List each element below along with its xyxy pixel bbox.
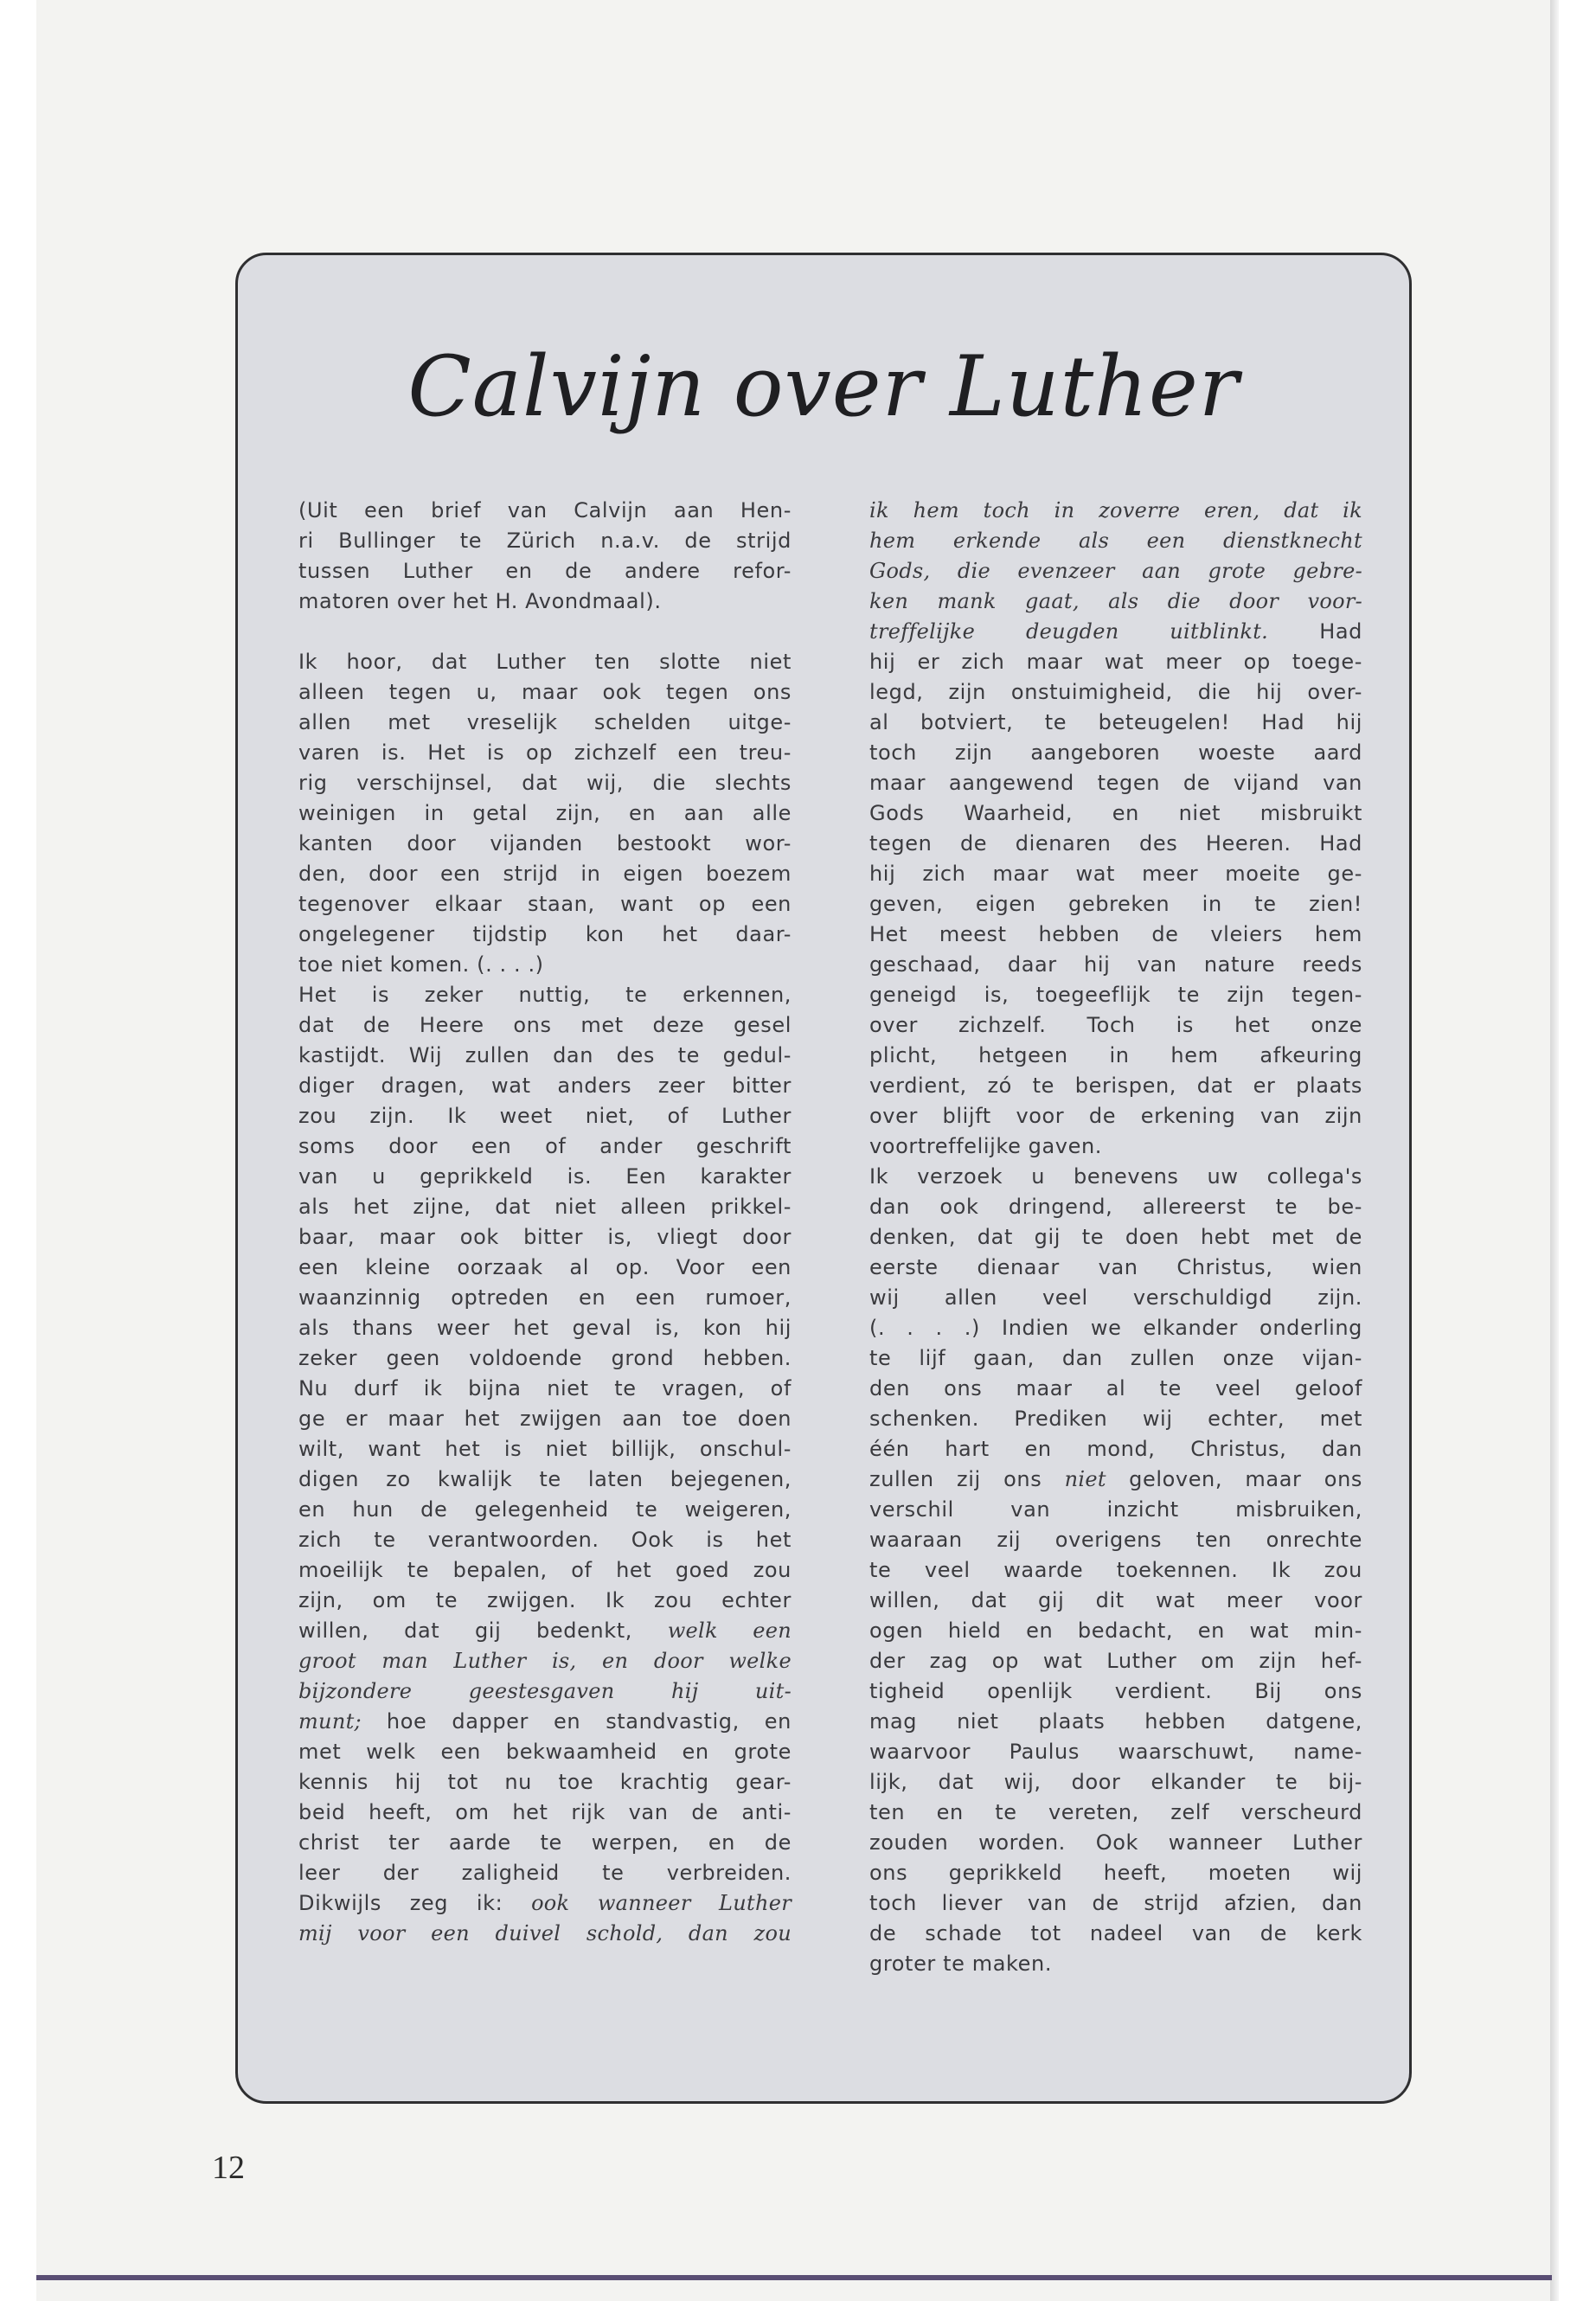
text-line: de schade tot nadeel van de kerk xyxy=(869,1921,1362,1945)
text-line: over zichzelf. Toch is het onze xyxy=(869,1013,1362,1037)
italic-quote: mij voor een duivel schold, dan zou xyxy=(298,1921,792,1945)
text-line: willen, dat gij dit wat meer voor xyxy=(869,1588,1362,1612)
text-line: tegenover elkaar staan, want op een xyxy=(298,892,792,916)
text-line: zouden worden. Ook wanneer Luther xyxy=(869,1830,1362,1855)
text-line: kastijdt. Wij zullen dan des te gedul- xyxy=(298,1043,792,1067)
text-line: toch zijn aangeboren woeste aard xyxy=(869,740,1362,765)
text-line: al botviert, te beteugelen! Had hij xyxy=(869,710,1362,734)
text-line: den, door een strijd in eigen boezem xyxy=(298,862,792,886)
text-line: moeilijk te bepalen, of het goed zou xyxy=(298,1558,792,1582)
text-line: varen is. Het is op zichzelf een treu- xyxy=(298,740,792,765)
text-line: tigheid openlijk verdient. Bij ons xyxy=(869,1679,1362,1703)
text-line: te veel waarde toekennen. Ik zou xyxy=(869,1558,1362,1582)
text-line: beid heeft, om het rijk van de anti- xyxy=(298,1800,792,1824)
text-line xyxy=(298,1676,792,1707)
text-line: legd, zijn onstuimigheid, die hij over- xyxy=(869,680,1362,704)
text-line: tegen de dienaren des Heeren. Had xyxy=(869,831,1362,856)
text-line: eerste dienaar van Christus, wien xyxy=(869,1255,1362,1279)
italic-quote: ken mank gaat, als die door voor- xyxy=(869,589,1362,613)
text-segment: Dikwijls zeg ik: xyxy=(298,1891,532,1915)
text-line: schenken. Prediken wij echter, met xyxy=(869,1407,1362,1431)
italic-quote: niet xyxy=(1064,1467,1106,1491)
text-line: verdient, zó te berispen, dat er plaats xyxy=(869,1074,1362,1098)
text-line: waarvoor Paulus waarschuwt, name- xyxy=(869,1740,1362,1764)
italic-quote: hem erkende als een dienstknecht xyxy=(869,529,1362,553)
text-line: plicht, hetgeen in hem afkeuring xyxy=(869,1043,1362,1067)
text-line xyxy=(298,1616,792,1646)
text-line: ten en te vereten, zelf verscheurd xyxy=(869,1800,1362,1824)
text-line: ogen hield en bedacht, en wat min- xyxy=(869,1618,1362,1643)
text-line: (Uit een brief van Calvijn aan Hen- xyxy=(298,498,792,522)
text-line: Ik verzoek u benevens uw collega's xyxy=(869,1164,1362,1189)
text-line: zich te verantwoorden. Ook is het xyxy=(298,1528,792,1552)
text-line xyxy=(869,1465,1362,1495)
text-line: wij allen veel verschuldigd zijn. xyxy=(869,1285,1362,1310)
text-line: baar, maar ook bitter is, vliegt door xyxy=(298,1225,792,1249)
article-title: Calvijn over Luther xyxy=(407,338,1240,435)
text-line: dan ook dringend, allereerst te be- xyxy=(869,1195,1362,1219)
italic-quote: bijzondere geestesgaven hij uit- xyxy=(298,1679,792,1703)
text-line: als het zijne, dat niet alleen prikkel- xyxy=(298,1195,792,1219)
bottom-rule xyxy=(36,2275,1552,2280)
text-segment: hoe dapper en standvastig, en xyxy=(361,1709,792,1734)
text-line: als thans weer het geval is, kon hij xyxy=(298,1316,792,1340)
text-line: leer der zaligheid te verbreiden. xyxy=(298,1861,792,1885)
text-line xyxy=(869,617,1362,647)
text-line: ge er maar het zwijgen aan toe doen xyxy=(298,1407,792,1431)
text-line: Het is zeker nuttig, te erkennen, xyxy=(298,983,792,1007)
text-line: dat de Heere ons met deze gesel xyxy=(298,1013,792,1037)
text-line xyxy=(869,496,1362,526)
text-line: ri Bullinger te Zürich n.a.v. de strijd xyxy=(298,529,792,553)
text-line: christ ter aarde te werpen, en de xyxy=(298,1830,792,1855)
left-column xyxy=(298,496,792,1949)
text-line: te lijf gaan, dan zullen onze vijan- xyxy=(869,1346,1362,1370)
text-segment: zullen zij ons xyxy=(869,1467,1065,1491)
italic-quote: ik hem toch in zoverre eren, dat ik xyxy=(869,498,1362,522)
text-line xyxy=(869,556,1362,586)
text-line xyxy=(298,1919,792,1949)
text-line: matoren over het H. Avondmaal). xyxy=(298,589,662,613)
text-line: hij er zich maar wat meer op toege- xyxy=(869,650,1362,674)
text-line: geven, eigen gebreken in te zien! xyxy=(869,892,1362,916)
text-line: zou zijn. Ik weet niet, of Luther xyxy=(298,1104,792,1128)
text-line: den ons maar al te veel geloof xyxy=(869,1376,1362,1400)
text-line: zijn, om te zwijgen. Ik zou echter xyxy=(298,1588,792,1612)
text-line: van u geprikkeld is. Een karakter xyxy=(298,1164,792,1189)
text-segment: geloven, maar ons xyxy=(1106,1467,1362,1491)
text-line: der zag op wat Luther om zijn hef- xyxy=(869,1649,1362,1673)
text-line: Het meest hebben de vleiers hem xyxy=(869,922,1362,946)
paragraph-gap xyxy=(298,617,792,647)
text-line: wilt, want het is niet billijk, onschul- xyxy=(298,1437,792,1461)
text-line: Ik hoor, dat Luther ten slotte niet xyxy=(298,650,792,674)
page-number: 12 xyxy=(212,2150,245,2186)
text-line xyxy=(869,526,1362,556)
text-line: met welk een bekwaamheid en grote xyxy=(298,1740,792,1764)
text-line: en hun de gelegenheid te weigeren, xyxy=(298,1497,792,1522)
text-line: één hart en mond, Christus, dan xyxy=(869,1437,1362,1461)
text-line xyxy=(298,1646,792,1676)
text-line: geneigd is, toegeeflijk te zijn tegen- xyxy=(869,983,1362,1007)
text-segment: willen, dat gij bedenkt, xyxy=(298,1618,668,1643)
text-line: toe niet komen. (. . . .) xyxy=(298,952,544,977)
text-line: waanzinnig optreden en een rumoer, xyxy=(298,1285,792,1310)
text-line: toch liever van de strijd afzien, dan xyxy=(869,1891,1362,1915)
text-line xyxy=(298,1888,792,1919)
text-line: over blijft voor de erkening van zijn xyxy=(869,1104,1362,1128)
italic-quote: munt; xyxy=(298,1709,362,1734)
text-line: Gods Waarheid, en niet misbruikt xyxy=(869,801,1362,825)
text-line xyxy=(298,1707,792,1737)
italic-quote: ook wanneer Luther xyxy=(531,1891,792,1915)
text-line: voortreffelijke gaven. xyxy=(869,1134,1103,1158)
italic-quote: Gods, die evenzeer aan grote gebre- xyxy=(869,559,1362,583)
text-line xyxy=(869,586,1362,617)
text-line: kennis hij tot nu toe krachtig gear- xyxy=(298,1770,792,1794)
text-line: ongelegener tijdstip kon het daar- xyxy=(298,922,792,946)
text-line: mag niet plaats hebben datgene, xyxy=(869,1709,1362,1734)
text-line: maar aangewend tegen de vijand van xyxy=(869,771,1362,795)
text-line: een kleine oorzaak al op. Voor een xyxy=(298,1255,792,1279)
text-line: diger dragen, wat anders zeer bitter xyxy=(298,1074,792,1098)
text-line: groter te maken. xyxy=(869,1952,1053,1976)
text-line: waaraan zij overigens ten onrechte xyxy=(869,1528,1362,1552)
text-line: Nu durf ik bijna niet te vragen, of xyxy=(298,1376,792,1400)
text-line: soms door een of ander geschrift xyxy=(298,1134,792,1158)
text-line: alleen tegen u, maar ook tegen ons xyxy=(298,680,792,704)
italic-quote: welk een xyxy=(667,1618,792,1643)
text-segment: Had xyxy=(1268,619,1362,644)
text-line: kanten door vijanden bestookt wor- xyxy=(298,831,792,856)
text-line: tussen Luther en de andere refor- xyxy=(298,559,792,583)
text-line: denken, dat gij te doen hebt met de xyxy=(869,1225,1362,1249)
text-line: allen met vreselijk schelden uitge- xyxy=(298,710,792,734)
text-line: weinigen in getal zijn, en aan alle xyxy=(298,801,792,825)
right-column xyxy=(869,496,1362,1979)
article-frame xyxy=(235,253,1412,2104)
text-line: rig verschijnsel, dat wij, die slechts xyxy=(298,771,792,795)
text-line: zeker geen voldoende grond hebben. xyxy=(298,1346,792,1370)
italic-quote: groot man Luther is, en door welke xyxy=(298,1649,792,1673)
text-line: geschaad, daar hij van nature reeds xyxy=(869,952,1362,977)
text-line: hij zich maar wat meer moeite ge- xyxy=(869,862,1362,886)
page-edge xyxy=(1550,0,1559,2301)
text-line: ons geprikkeld heeft, moeten wij xyxy=(869,1861,1362,1885)
text-line: lijk, dat wij, door elkander te bij- xyxy=(869,1770,1362,1794)
italic-quote: treffelijke deugden uitblinkt. xyxy=(869,619,1269,644)
text-line: verschil van inzicht misbruiken, xyxy=(869,1497,1362,1522)
text-line: digen zo kwalijk te laten bejegenen, xyxy=(298,1467,792,1491)
text-line: (. . . .) Indien we elkander onderling xyxy=(869,1316,1362,1340)
